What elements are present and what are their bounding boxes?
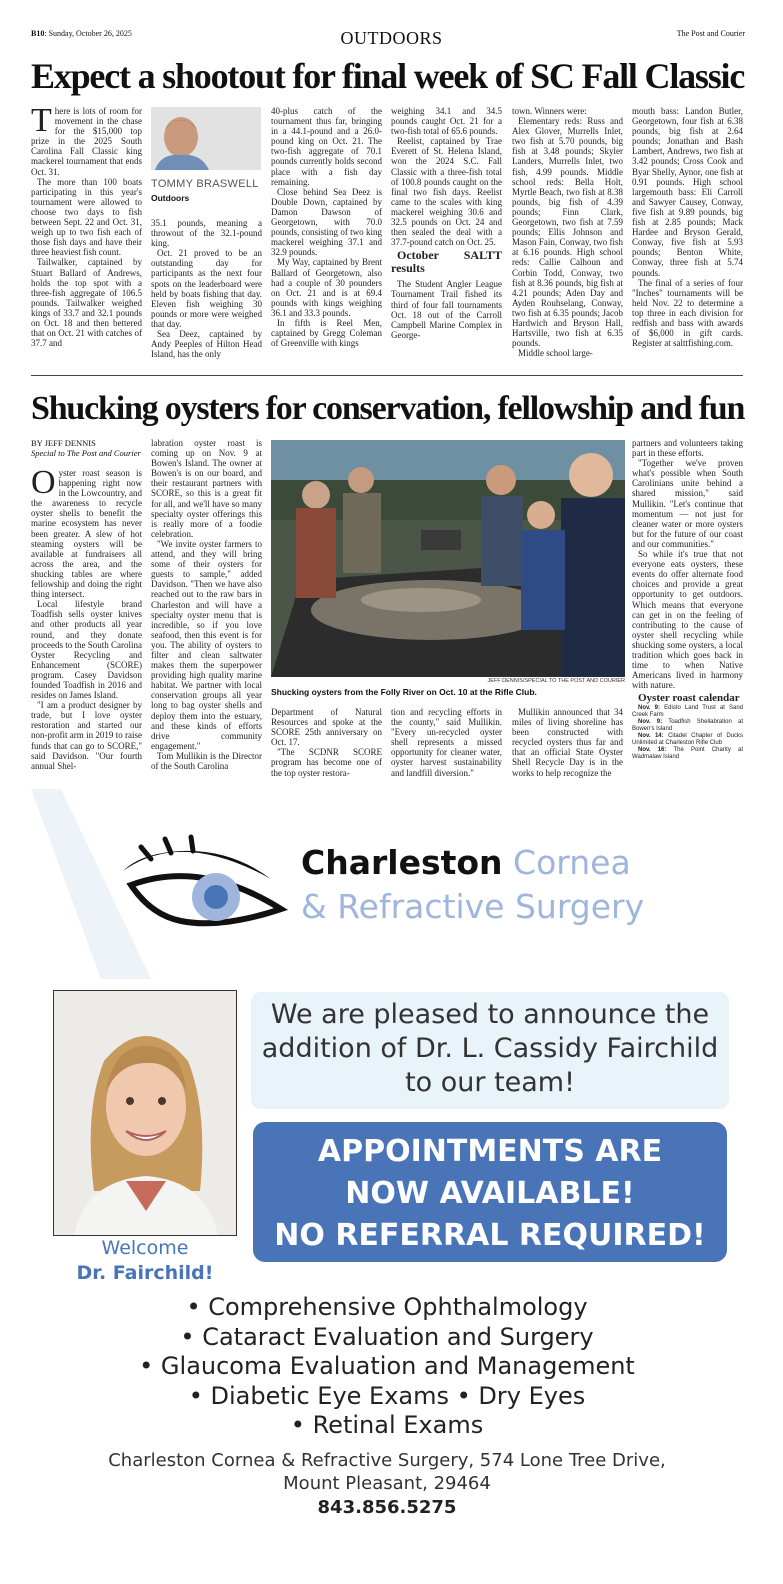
calendar-date: Nov. 14: [638, 733, 664, 740]
photo-credit: JEFF DENNIS/SPECIAL TO THE POST AND COURIER [487, 678, 625, 684]
byline-author: BY JEFF DENNIS [31, 438, 96, 448]
story1-col4-p2: The Student Angler League Tournament Trail fished its third of four fall tournaments Oct. 18 out of the Carroll Campbell Marine Complex in George- [391, 279, 502, 340]
section-title: OUTDOORS [340, 28, 443, 48]
story2-col1-p2: "I am a product designer by trade, but I love oyster restoration and started our non-profit arm in 2019 to raise funds that can go to SCORE," said Davidson. "Our fourth annual Shel- [31, 700, 142, 771]
clinic-name-bold: Charleston [301, 843, 503, 882]
service-item: • Cataract Evaluation and Surgery [180, 1322, 594, 1351]
calendar-text: Edisto Land Trust at Sand Creek Farm [632, 705, 743, 719]
story2-col1-text0: yster roast season is happening right now in the Lowcountry, and the awareness to recycle oyster shells to benefit the marine ecosystem has never been greater. A slew of hot steaming oysters will be available at fundraisers all across the area, and the shucking tables are where fellowship and doing the right thing intersect. [31, 468, 142, 600]
author-section: Outdoors [151, 193, 190, 203]
story1-col2-p1: Oct. 21 proved to be an outstanding day for participants as the next four spots on the leaderboard were held by boats fishing that day. Eleven fish weighing 30 pounds or more were weighed that day. [151, 248, 262, 329]
story1-col5-p0: town. Winners were: [512, 106, 587, 116]
oyster-roast-photo [271, 440, 625, 677]
appointments-line-1: APPOINTMENTS ARE [317, 1134, 663, 1169]
appointments-line-3: NO REFERRAL REQUIRED! [274, 1218, 706, 1253]
calendar-item [632, 733, 743, 747]
story1-column-2 [151, 218, 262, 368]
story2-column-4 [391, 707, 502, 780]
story2-column-1 [31, 468, 142, 780]
issue-date: : Sunday, October 26, 2025 [44, 29, 132, 38]
story2-col6-p2: So while it's true that not everyone eats oysters, these events do offer alternate food choices and provide a great opportunity to get outdoors. Which means that everyone can get in on the feeling of contributing to the cause of oyster shell recycling while shucking some oysters, a local tradition which goes back in time to when Native Americans lived in harmony with nature. [632, 549, 743, 691]
calendar-item [632, 705, 743, 719]
story2-col4-p0: tion and recycling efforts in the county," said Mullikin. "Every un-recycled oyster shell represents a missed opportunity for cleaner water, oyster harvest sustainability and landfill diversion." [391, 707, 502, 778]
story1-col6-p0: mouth bass: Landon Butler, Georgetown, four fish at 6.38 pounds, big fish at 2.64 pounds; Jonathan and Bash Lambert, Andrews, two fish at 3.42 pounds; Cross Cook and Byar Shelly, Aynor, one fish at 0.91 pounds. High school largemouth bass: Eli Carroll and Sawyer Causey, Conway, five fish at 9.89 pounds, big fish at 2.85 pounds; Mack Hardee and Bryson Gerald, Conway, five fish at 5.93 pounds; Benton White, Conway, three fish at 5.74 pounds. [632, 106, 743, 278]
calendar-item [632, 747, 743, 761]
service-item: • Diabetic Eye Exams • Dry Eyes [188, 1381, 586, 1410]
story1-column-1 [31, 106, 142, 368]
story2-col6-p1: "Together we've proven what's possible when South Carolinians unite behind a shared mission," said Mullikin. "Let's continue that momentum — not just for cleaner water or more oysters but for the future of our coast and our communities." [632, 458, 743, 549]
story2-col3-p1: "The SCDNR SCORE program has become one of the top oyster restora- [271, 747, 382, 778]
story2-col2-p1: "We invite oyster farmers to attend, and they will bring some of their oysters for guests to sample," added Davidson. "Then we have also reached out to the raw bars in Charleston and will have a specialty oyster menu that is incredible, so if you love seafood, then this event is for you. The ability of oysters to filter and clean saltwater makes them the superpower providing high quality marine habitat. We partner with local conservation groups all year long to bag oyster shells and deploy them into the estuary, and these kinds of efforts drive community engagement." [151, 538, 262, 751]
story1-col1-p2: Tailwalker, captained by Stuart Ballard of Andrews, holds the top spot with a three-fish aggregate of 106.5 pounds. Tailwalker weighed kings of 33.7 and 32.1 pounds on Oct. 18 and then bettered that on Oct. 21 with catches of 37.7 and [31, 257, 142, 349]
address-line-1: Charleston Cornea & Refractive Surgery, 574 Lone Tree Drive, [108, 1450, 666, 1471]
eye-clinic-advertisement [31, 789, 743, 1579]
story1-subhead: October SALTT results [391, 248, 502, 276]
story2-col6-p0: partners and volunteers taking part in these efforts. [632, 438, 743, 459]
clinic-name-light: Cornea [502, 843, 631, 882]
story2-byline [31, 438, 141, 458]
story2-col5-p0: Mullikin announced that 34 miles of living shoreline has been constructed with recycled oysters thus far and that an official State Oyster Shell Recycle Day is in the works to help recognize the [512, 707, 623, 778]
story2-column-6 [632, 438, 743, 783]
story1-dropcap: T [31, 106, 52, 139]
story1-col1-p1: The more than 100 boats participating in this year's tournament were allowed to choose two days to fish between Sept. 22 and Oct. 31, weigh up to two fish each of those fish days and have their three heaviest fish count. [31, 176, 142, 258]
folio-number: B10 [31, 29, 45, 38]
story2-column-5 [512, 707, 623, 780]
calendar-text: Toadfish Shellabration at Bowen's Island [632, 719, 743, 733]
story1-col4-p0: weighing 34.1 and 34.5 pounds caught Oct. 21 for a two-fish total of 65.6 pounds. [391, 106, 502, 137]
oyster-roast-photo-image [271, 440, 625, 677]
story1-col3-p0: 40-plus catch of the tournament thus far, bringing in a 44.1-pound and a 26.0-pound king on Oct. 21. The two-fish aggregate of 70.1 pounds currently holds second place with a fish day remaining. [271, 106, 382, 187]
story1-column-5 [512, 106, 623, 368]
service-item: • Comprehensive Ophthalmology [186, 1293, 588, 1321]
story1-column-6 [632, 106, 743, 368]
calendar-title: Oyster roast calendar [638, 692, 740, 705]
calendar-date: Nov. 9: [638, 719, 663, 726]
story1-col5-p1: Elementary reds: Russ and Alex Glover, Murrells Inlet, two fish at 5.70 pounds, big fish at 3.48 pounds; Skyler Landers, Murrells Inlet, two fish, 4.99 pounds. Middle school reds: Bella Holt, Myrtle Beach, two fish at 8.38 pounds, big fish of 4.39 pounds; Finn Clark, Georgetown, two fish at 7.59 pounds; Ellis Johnson and Mason Fain, Conway, two fish at 6.16 pounds. High school reds: Callie Calhoun and Corbin Todd, Conway, two fish at 8.36 pounds, big fish at 4.21 pounds; Aden Day and Ayden Rouhselang, Conway, two fish at 6.35 pounds; Jacob Hardwich and Bryson Hall, Hartsville, two fish at 6.35 pounds. [512, 116, 623, 349]
clinic-name-line1 [301, 845, 631, 881]
service-item: • Retinal Exams [290, 1411, 484, 1439]
welcome-text: Welcome [101, 1237, 189, 1259]
story2-col1-p1: Local lifestyle brand Toadfish sells oyster knives and other products all year round, and they donate proceeds to the South Carolina Oyster Recycling and Enhancement (SCORE) program. Casey Davidson founded Toadfish in 2016 and resides on James Island. [31, 599, 142, 701]
story1-col4-p1: Reelist, captained by Trae Everett of St. Helena Island, won the 2024 S.C. Fall Classic with a three-fish total of 100.8 pounds caught on the final two fish days. Reelist came to the scales with king mackerel weighing 30.6 and 32.5 pounds on Oct. 24 and then sealed the deal with a 37.7-pound catch on Oct. 25. [391, 136, 502, 248]
appointments-line-2: NOW AVAILABLE! [345, 1176, 635, 1211]
clinic-address [31, 1449, 743, 1495]
calendar-item [632, 719, 743, 733]
story1-col6-p1: The final of a series of four "Inches" tournaments will be held Nov. 22 to determine a top three in each division for redfish and bass with awards of $6,000 in gift cards. Register at salttfishing.com. [632, 277, 743, 349]
clinic-logo [31, 789, 743, 979]
story1-col3-p3: In fifth is Reel Men, captained by Gregg Coleman of Greenville with kings [271, 317, 382, 349]
story-divider [31, 375, 743, 376]
calendar-text: Citadel Chapter of Ducks Unlimited at Charleston Rifle Club [632, 733, 743, 747]
story2-headline: Shucking oysters for conservation, fellowship and fun [31, 390, 745, 427]
byline-affiliation [31, 448, 141, 458]
story2-col3-p0: Department of Natural Resources and spoke at the SCORE 25th anniversary on Oct. 17. [271, 707, 382, 748]
address-line-2: Mount Pleasant, 29464 [283, 1473, 491, 1494]
calendar-date: Nov. 16: [638, 747, 667, 754]
byline-affiliation-text: Special to The Post and Courier [31, 448, 141, 458]
story1-headline: Expect a shootout for final week of SC Fall Classic [31, 56, 745, 96]
story2-column-2 [151, 438, 262, 780]
story1-col1-p0 [31, 106, 142, 177]
story1-col5-p2: Middle school large- [518, 348, 593, 359]
story2-col2-p0: labration oyster roast is coming up on Nov. 9 at Bowen's Island. The owner at Bowen's is on our board, and their restaurant partners with SCORE, so this is a great fit for all, and we'll have so many specialty oyster offerings this is really more of a foodie celebration. [151, 438, 262, 539]
story2-col1-p0 [31, 468, 142, 599]
author-name: TOMMY BRASWELL [151, 178, 259, 190]
clinic-phone: 843.856.5275 [317, 1497, 457, 1518]
author-headshot-image [151, 107, 261, 170]
service-item: • Glaucoma Evaluation and Management [139, 1352, 635, 1380]
appointments-banner [253, 1122, 727, 1262]
story1-col1-text0: here is lots of room for movement in the chase for the $15,000 top prize in the 2025 South Carolina Fall Classic king mackerel tournament that ends Oct. 31. [31, 106, 142, 177]
story2-column-3 [271, 707, 382, 780]
story2-col2-p2: Tom Mullikin is the Director of the South Carolina [151, 750, 262, 771]
story1-col2-p2: Sea Deez, captained by Andy Peeples of Hilton Head Island, has the only [151, 329, 262, 360]
doctor-name: Dr. Fairchild! [76, 1262, 214, 1284]
doctor-portrait [53, 990, 237, 1236]
story1-col2-p0: 35.1 pounds, meaning a throwout of the 32.1-pound king. [151, 218, 262, 249]
author-headshot [151, 107, 261, 170]
clinic-name-line2: & Refractive Surgery [301, 887, 645, 926]
story2-dropcap: O [31, 468, 56, 501]
photo-caption: Shucking oysters from the Folly River on Oct. 10 at the Rifle Club. [271, 687, 537, 697]
story1-col3-p2: My Way, captained by Brent Ballard of Georgetown, also had a couple of 30 pounders on Oct. 21 and is at 69.4 pounds with kings weighing 36.1 and 33.3 pounds. [271, 257, 382, 318]
doctor-portrait-image [54, 991, 237, 1236]
services-list [31, 1293, 743, 1441]
announcement-panel: We are pleased to announce the addition of Dr. L. Cassidy Fairchild to our team! [251, 992, 729, 1109]
story1-col3-p1: Close behind Sea Deez is Double Down, captained by Damon Dawson of Georgetown, with 70.0 pounds, consisting of two king mackerel weighing 37.1 and 32.9 pounds. [271, 186, 382, 258]
calendar-text: The Point Charity at Wadmalaw Island [632, 747, 743, 761]
calendar-date: Nov. 9: [638, 705, 661, 712]
story1-column-4 [391, 106, 502, 368]
story1-column-3 [271, 106, 382, 368]
eye-logo-icon [31, 789, 743, 979]
paper-name: The Post and Courier [676, 29, 745, 38]
